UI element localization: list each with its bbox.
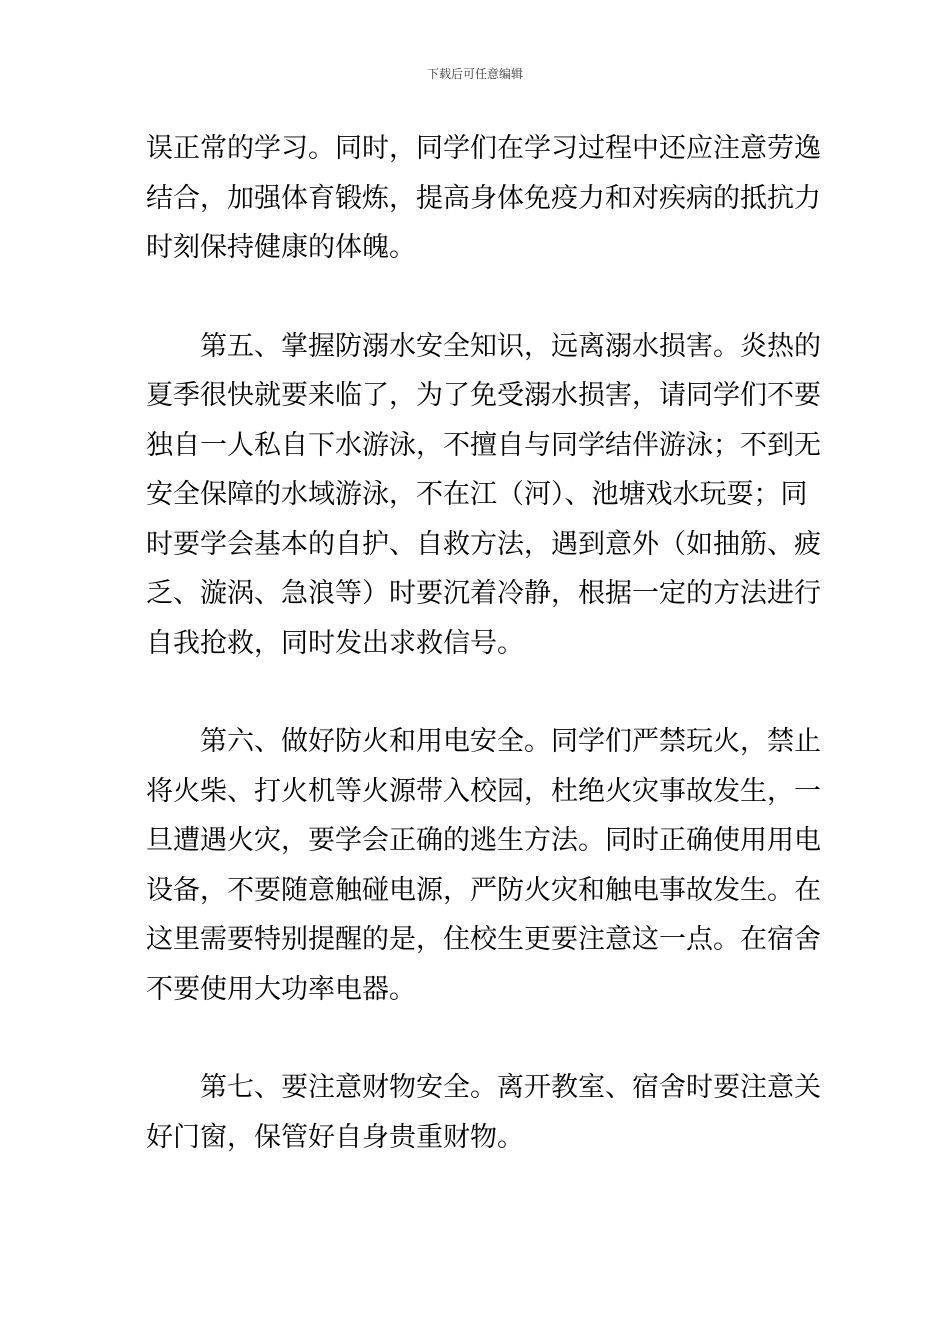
paragraph-section-five [146, 322, 821, 669]
paragraph-section-six [146, 717, 821, 1014]
text-line: 旦遭遇火灾，要学会正确的逃生方法。同时正确使用用电 [146, 825, 821, 856]
text-line: 时刻保持健康的体魄。 [146, 232, 416, 263]
text-line: 这里需要特别提醒的是，住校生更要注意这一点。在宿舍 [146, 924, 821, 955]
text-line: 自我抢救，同时发出求救信号。 [146, 627, 524, 659]
text-line: 第七、要注意财物安全。离开教室、宿舍时要注意关 [200, 1072, 821, 1103]
text-line: 误正常的学习。同时，同学们在学习过程中还应注意劳逸 [146, 133, 821, 164]
paragraph-gap [146, 273, 806, 322]
text-line: 将火柴、打火机等火源带入校园，杜绝火灾事故发生，一 [146, 775, 821, 807]
document-body [146, 124, 821, 1162]
paragraph-gap [146, 1014, 806, 1063]
text-line: 设备，不要随意触碰电源，严防火灾和触电事故发生。在 [146, 874, 821, 906]
text-line: 安全保障的水域游泳，不在江（河）、池塘戏水玩耍；同 [146, 479, 808, 510]
page-header-note: 下载后可任意编辑 [426, 67, 523, 81]
text-line: 时要学会基本的自护、自救方法，遇到意外（如抽筋、疲 [146, 528, 821, 560]
text-line: 乏、漩涡、急浪等）时要沉着冷静，根据一定的方法进行 [146, 578, 821, 609]
paragraph-continuation [146, 124, 821, 273]
text-line: 第五、掌握防溺水安全知识，远离溺水损害。炎热的 [200, 330, 821, 362]
text-line: 夏季很快就要来临了，为了免受溺水损害，请同学们不要 [146, 380, 821, 411]
paragraph-gap [146, 668, 806, 717]
text-line: 独自一人私自下水游泳，不擅自与同学结伴游泳；不到无 [146, 429, 821, 461]
text-line: 好门窗，保管好自身贵重财物。 [146, 1121, 524, 1153]
text-line: 不要使用大功率电器。 [146, 973, 416, 1005]
paragraph-section-seven [146, 1063, 821, 1162]
text-line: 结合，加强体育锻炼，提高身体免疫力和对疾病的抵抗力 [146, 182, 821, 214]
text-line: 第六、做好防火和用电安全。同学们严禁玩火，禁止 [200, 726, 821, 757]
